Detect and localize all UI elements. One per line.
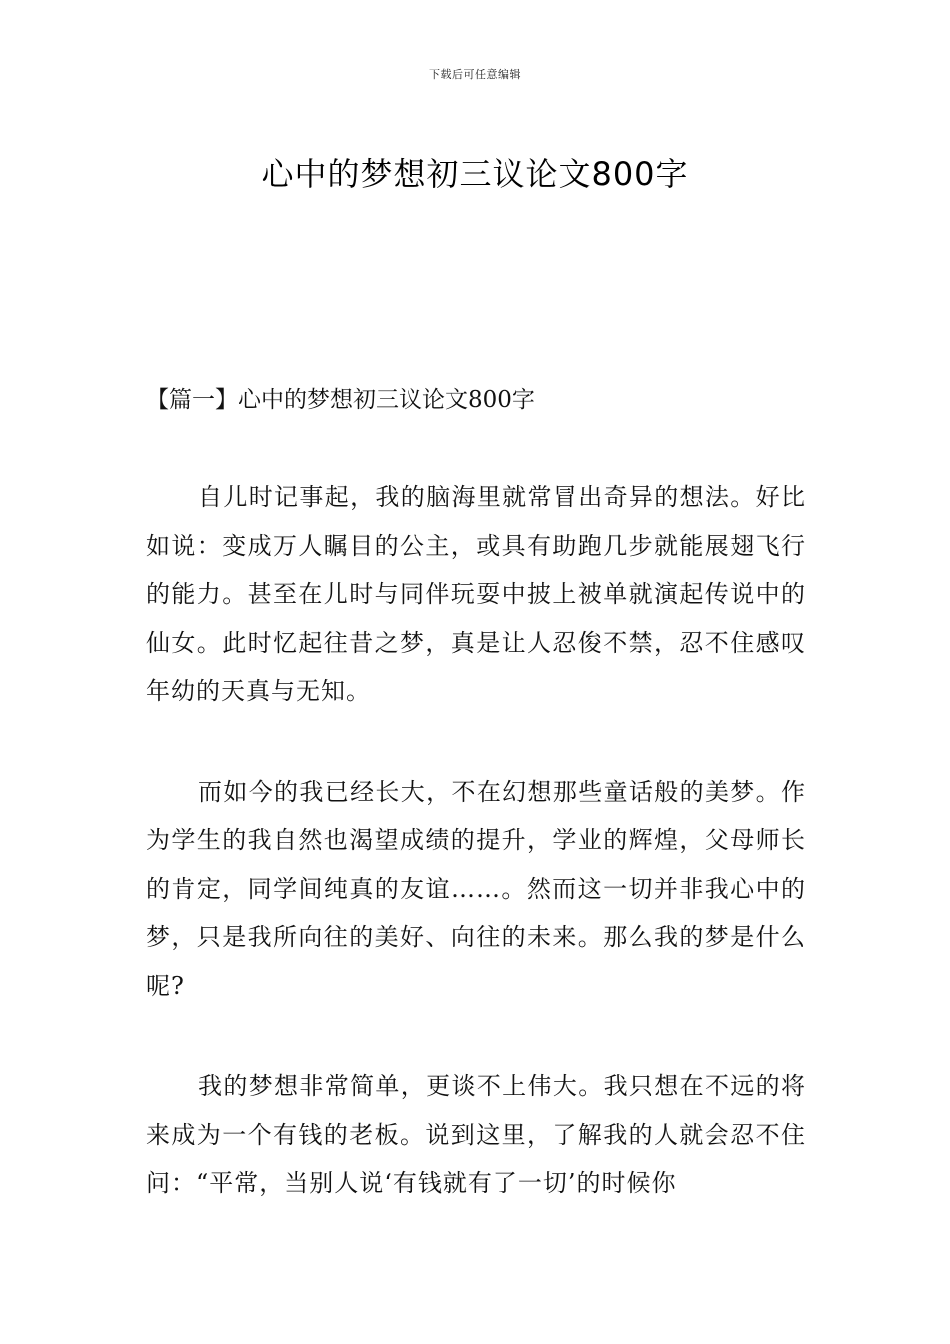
document-title: 心中的梦想初三议论文800字	[261, 155, 689, 194]
download-note: 下载后可任意编辑	[429, 68, 521, 81]
paragraph-1: 自儿时记事起，我的脑海里就常冒出奇异的想法。好比如说：变成万人瞩目的公主，或具有助跑几步就能展翅飞行的能力。甚至在儿时与同伴玩耍中披上被单就演起传说中的仙女。此时忆起往昔之梦，真是让人忍俊不禁，忍不住感叹年幼的天真与无知。	[146, 483, 806, 705]
essay-body	[146, 473, 806, 1260]
paragraph-3: 我的梦想非常简单，更谈不上伟大。我只想在不远的将来成为一个有钱的老板。说到这里，了解我的人就会忍不住问：“平常，当别人说‘有钱就有了一切’的时候你	[146, 1072, 806, 1197]
paragraph-2: 而如今的我已经长大，不在幻想那些童话般的美梦。作为学生的我自然也渴望成绩的提升，学业的辉煌，父母师长的肯定，同学间纯真的友谊……。然而这一切并非我心中的梦，只是我所向往的美好、向往的未来。那么我的梦是什么呢?	[146, 777, 806, 1000]
section-heading: 【篇一】心中的梦想初三议论文800字	[146, 387, 535, 413]
